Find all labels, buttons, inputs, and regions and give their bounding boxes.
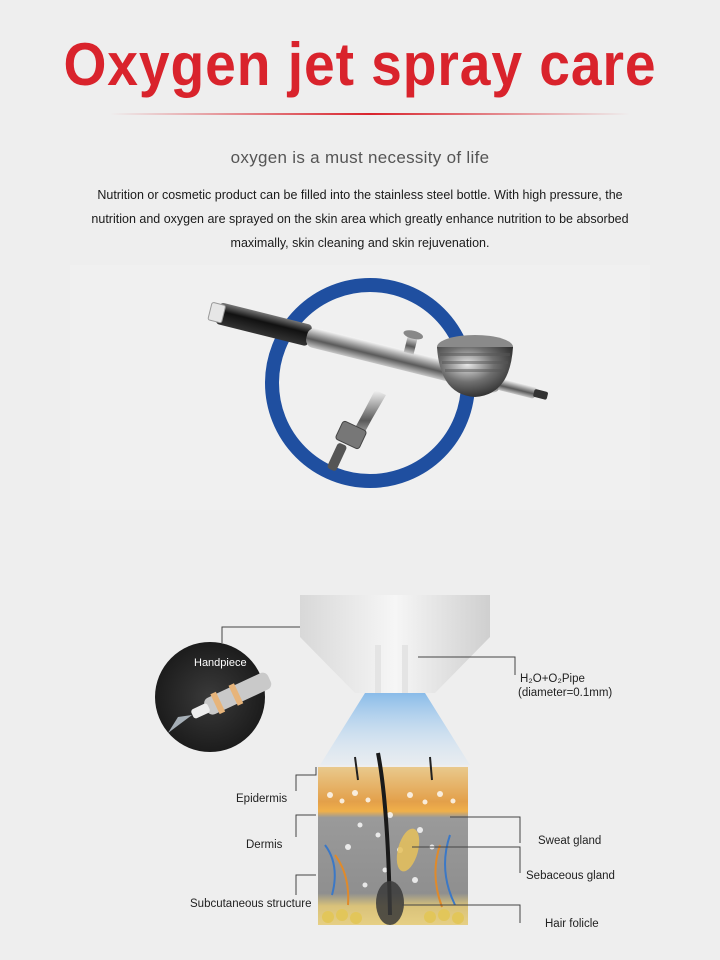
- label-sweat-gland: Sweat gland: [538, 835, 602, 847]
- page-title: Oxygen jet spray care: [63, 31, 657, 98]
- hair-follicle-bulb: [376, 881, 404, 925]
- air-valve: [327, 390, 386, 472]
- product-description: Nutrition or cosmetic product can be filled into the stainless steel bottle. With high pressure, the nutrition and oxygen are sprayed on the skin area which greatly enhance nutrition to be absorbed maximally, skin cleaning and skin rejuvenation.: [91, 188, 629, 250]
- skin-spray-diagram: [150, 585, 630, 945]
- label-dermis: Dermis: [246, 839, 283, 851]
- diagram-graphic: [150, 585, 630, 945]
- pipe-diameter-label: (diameter=0.1mm): [518, 687, 613, 699]
- label-hair-follicle: Hair folicle: [545, 918, 599, 930]
- title-divider: [110, 113, 630, 115]
- spray-cone: [320, 693, 470, 765]
- blue-ring: [272, 285, 468, 481]
- nozzle-head: [300, 595, 490, 637]
- label-epidermis: Epidermis: [236, 793, 288, 805]
- handpiece-label: Handpiece: [194, 657, 247, 669]
- pipe-label: H₂O+O₂Pipe: [520, 673, 585, 685]
- airbrush-image: [70, 265, 650, 510]
- label-subcutaneous: Subcutaneous structure: [190, 898, 312, 910]
- page-subtitle: oxygen is a must necessity of life: [230, 148, 490, 167]
- airbrush-illustration: [70, 265, 650, 510]
- label-sebaceous-gland: Sebaceous gland: [526, 870, 615, 882]
